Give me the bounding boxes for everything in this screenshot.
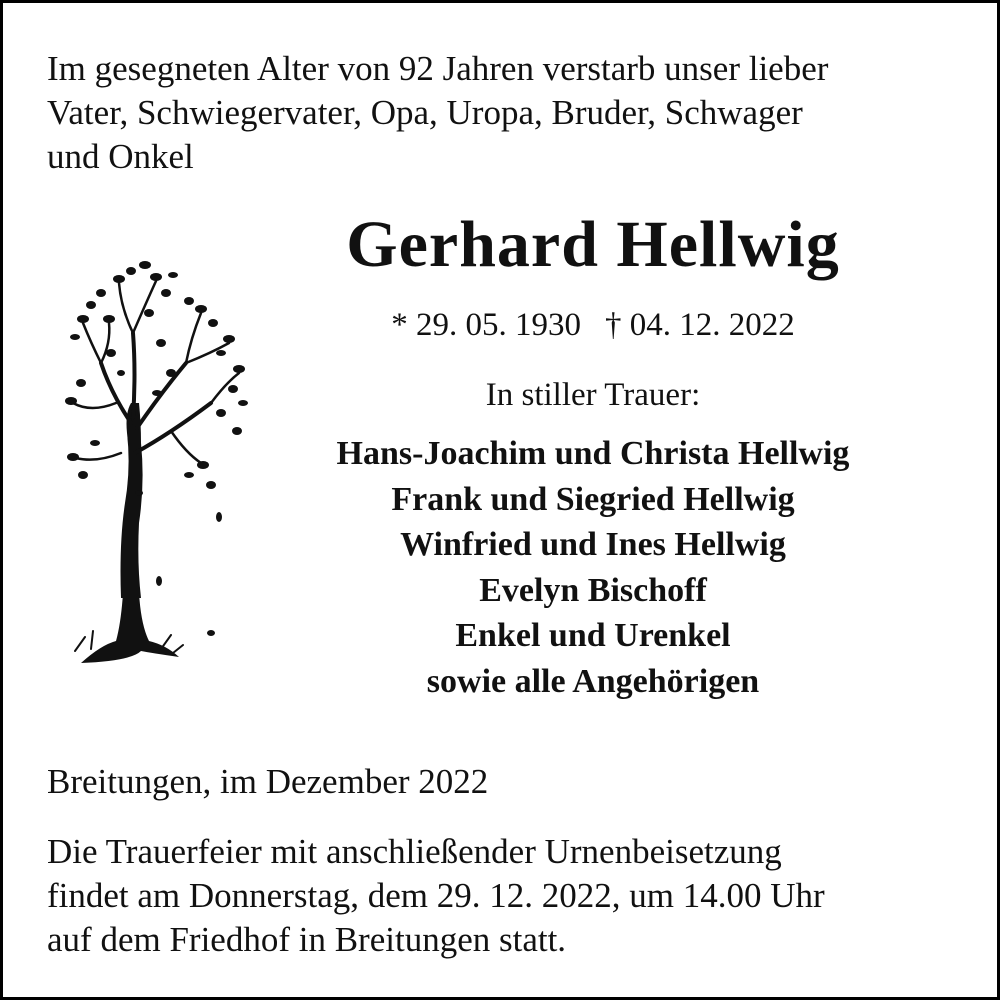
mourners-list [283,431,903,704]
mourner-item: Frank und Siegried Hellwig [391,480,795,518]
life-dates [283,303,903,347]
mourner-item: Enkel und Urenkel [455,617,731,654]
funeral-line: Die Trauerfeier mit anschließender Urnenbeisetzung [47,832,782,871]
place-date: Breitungen, im Dezember 2022 [47,762,489,801]
mourner-item: Evelyn Bischoff [479,571,707,609]
tree-icon [61,253,251,673]
intro-text [47,47,957,179]
mourner-item: Winfried und Ines Hellwig [400,526,786,563]
funeral-line: findet am Donnerstag, dem 29. 12. 2022, um 14.00 Uhr [47,876,825,915]
deceased-name: Gerhard Hellwig [346,208,840,281]
death-date: † 04. 12. 2022 [605,307,795,343]
mourner-item: Hans-Joachim und Christa Hellwig [336,435,850,472]
mourner-item: sowie alle Angehörigen [426,662,760,700]
intro-line: Im gesegneten Alter von 92 Jahren verstarb unser lieber [47,49,829,88]
funeral-info [47,830,957,962]
birth-date: * 29. 05. 1930 [391,307,581,343]
mourning-label: In stiller Trauer: [485,377,701,413]
intro-line: Vater, Schwiegervater, Opa, Uropa, Bruder, Schwager [47,93,803,132]
funeral-line: auf dem Friedhof in Breitungen statt. [47,920,567,959]
intro-line: und Onkel [47,137,194,176]
